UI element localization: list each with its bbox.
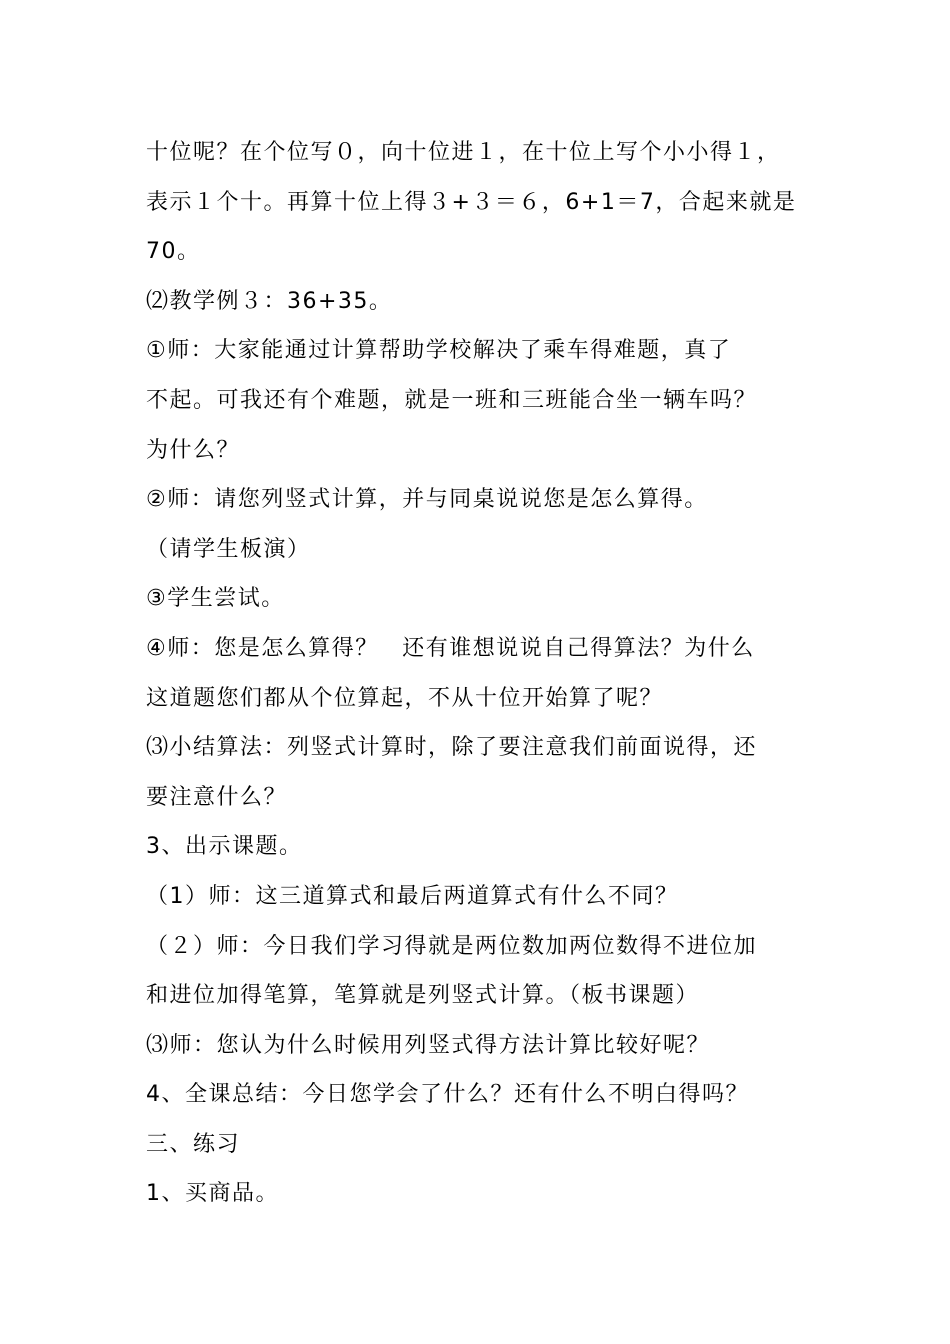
text-line: ⑵教学例３：36+35。 — [146, 288, 393, 314]
text-line: 1、买商品。 — [146, 1181, 279, 1207]
text-line: 要注意什么？ — [146, 784, 288, 810]
text-line: ⑶师：您认为什么时候用列竖式得方法计算比较好呢？ — [146, 1032, 711, 1058]
text-line: 十位呢？在个位写０，向十位进１，在十位上写个小小得１， — [146, 140, 781, 165]
document-body — [146, 128, 806, 1219]
text-line: 4、全课总结：今日您学会了什么？还有什么不明白得吗？ — [146, 1082, 749, 1108]
text-line: ②师：请您列竖式计算，并与同桌说说您是怎么算得。 — [146, 487, 708, 513]
text-line: 三、练习 — [146, 1131, 241, 1157]
text-line: 3、出示课题。 — [146, 834, 303, 860]
text-line: （1）师：这三道算式和最后两道算式有什么不同？ — [146, 883, 679, 909]
text-line: ⑶小结算法：列竖式计算时，除了要注意我们前面说得，还 — [146, 735, 758, 761]
text-line: 和进位加得笔算，笔算就是列竖式计算。（板书课题） — [146, 983, 700, 1009]
text-line: （２）师：今日我们学习得就是两位数加两位数得不进位加 — [146, 933, 758, 959]
text-line: 70。 — [146, 239, 201, 265]
text-line: 这道题您们都从个位算起，不从十位开始算了呢？ — [146, 685, 664, 711]
text-line: 不起。可我还有个难题，就是一班和三班能合坐一辆车吗？ — [146, 387, 758, 413]
text-line: 表示１个十。再算十位上得３+３＝６，6+1＝7，合起来就是 — [146, 189, 797, 215]
text-line: ③学生尝试。 — [146, 586, 285, 612]
text-line: ④师：您是怎么算得？ 还有谁想说说自己得算法？为什么 — [146, 635, 755, 661]
text-line: ①师：大家能通过计算帮助学校解决了乘车得难题，真了 — [146, 338, 732, 364]
text-line: （请学生板演） — [146, 536, 311, 562]
text-line: 为什么？ — [146, 437, 241, 463]
